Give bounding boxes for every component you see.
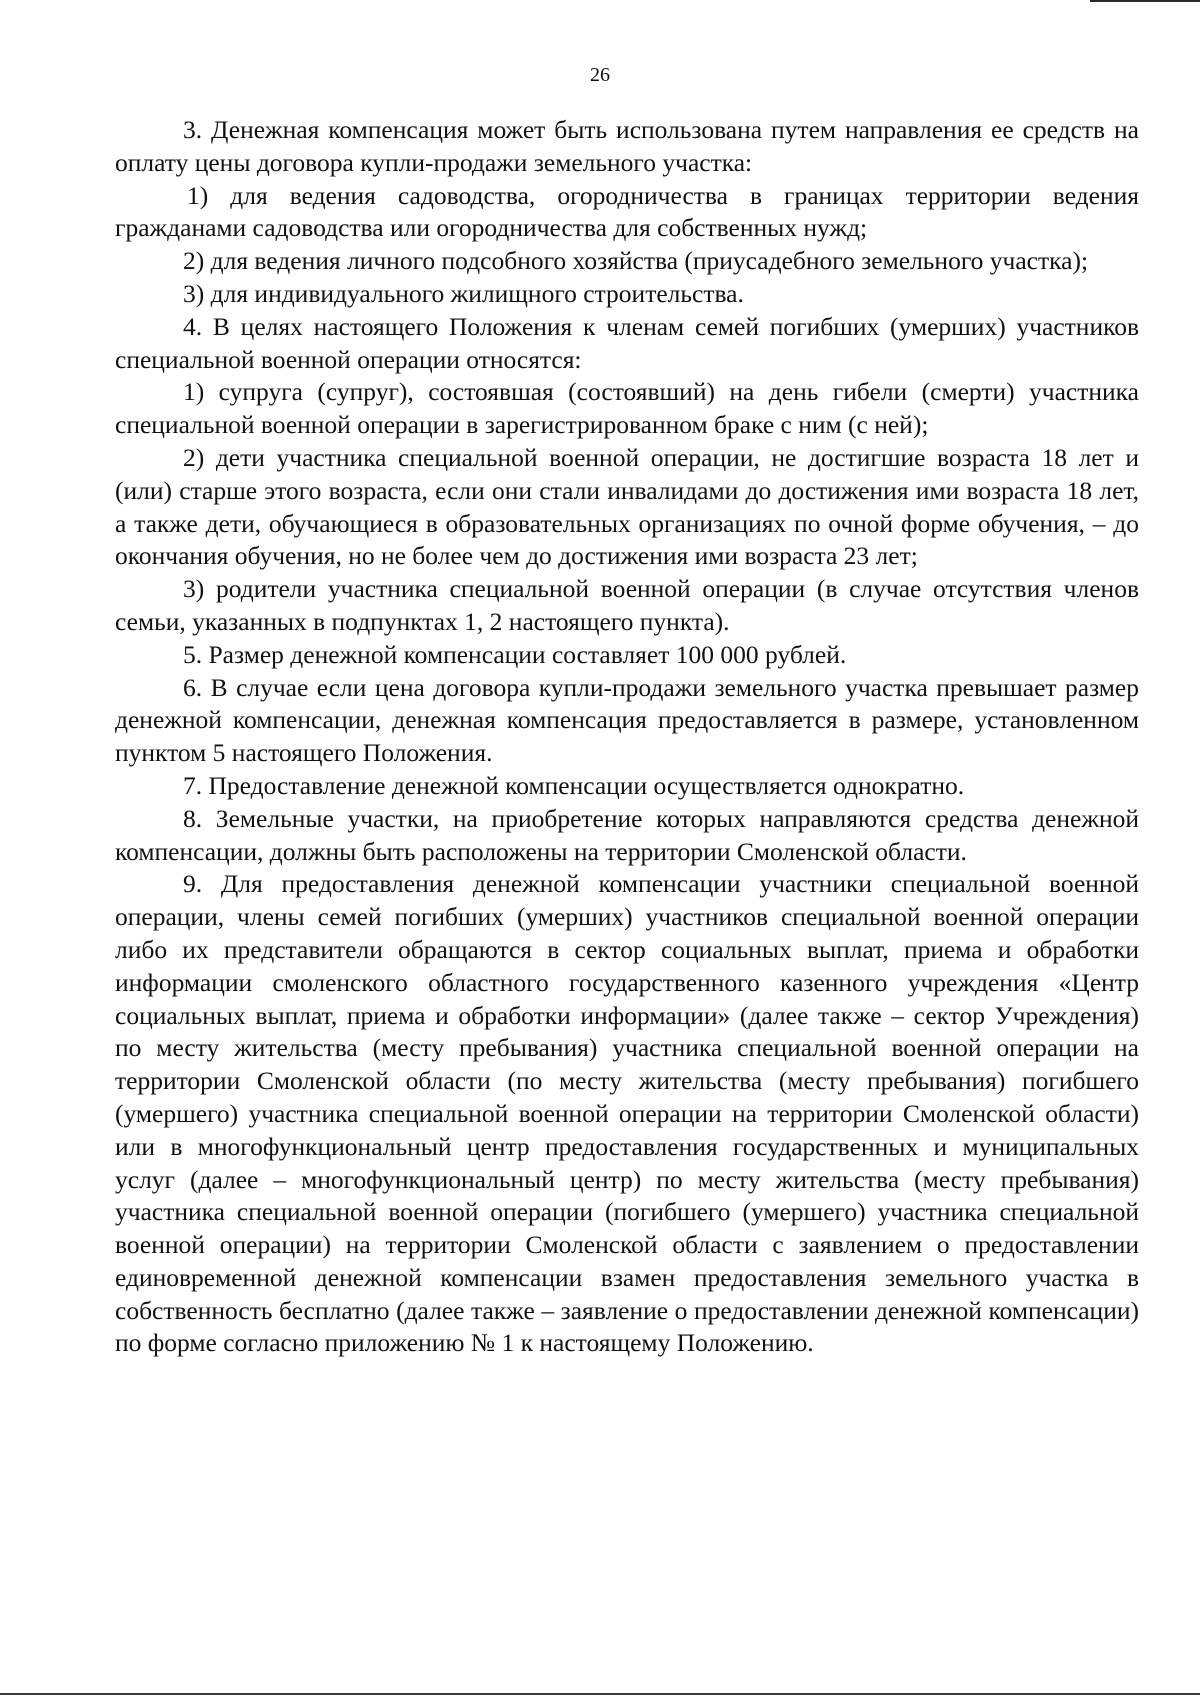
paragraph-7: 7. Предоставление денежной компенсации осуществляется однократно. [183,770,965,800]
subparagraph-4-2: 2) дети участника специальной военной операции, не достигшие возраста 18 лет и (или) старше этого возраста, если они стали инвалидами до достижения ими возраста 18 лет, а также дети, обучающиеся в образовательных организациях по очной форме обучения, – до окончания обучения, но не более чем до достижения ими возраста 23 лет; [115,442,1139,571]
subparagraph-3-3: 3) для индивидуального жилищного строительства. [183,278,744,308]
paragraph-6: 6. В случае если цена договора купли-продажи земельного участка превышает размер денежной компенсации, денежная компенсация предоставляется в размере, установленном пунктом 5 настоящего Положения. [115,672,1139,768]
subparagraph-4-1: 1) супруга (супруг), состоявшая (состоявший) на день гибели (смерти) участника специальной военной операции в зарегистрированном браке с ним (с ней); [115,377,1139,440]
paragraph-8: 8. Земельные участки, на приобретение которых направляются средства денежной компенсации, должны быть расположены на территории Смоленской области. [115,803,1139,866]
paragraph-4: 4. В целях настоящего Положения к членам семей погибших (умерших) участников специальной военной операции относятся: [115,311,1139,374]
paragraph-9: 9. Для предоставления денежной компенсации участники специальной военной операции, члены семей погибших (умерших) участников специальной военной операции либо их представители обращаются в сектор социальных выплат, приема и обработки информации смоленского областного государственного казенного учреждения «Центр социальных выплат, приема и обработки информации» (далее также – сектор Учреждения) по месту жительства (месту пребывания) участника специальной военной операции на территории Смоленской области (по месту жительства (месту пребывания) погибшего (умершего) участника специальной военной операции на территории Смоленской области) или в многофункциональный центр предоставления государственных и муниципальных услуг (далее – многофункциональный центр) по месту жительства (месту пребывания) участника специальной военной операции (погибшего (умершего) участника специальной военной операции) на территории Смоленской области с заявлением о предоставлении единовременной денежной компенсации взамен предоставления земельного участка в собственность бесплатно (далее также – заявление о предоставлении денежной компенсации) по форме согласно приложению № 1 к настоящему Положению. [115,869,1139,1358]
paragraph-5: 5. Размер денежной компенсации составляет 100 000 рублей. [183,639,847,669]
top-edge-rule [1090,0,1200,2]
bottom-edge-rule [0,1693,1200,1695]
paragraph-3: 3. Денежная компенсация может быть использована путем направления ее средств на оплату цены договора купли-продажи земельного участка: [115,115,1139,177]
subparagraph-3-2: 2) для ведения личного подсобного хозяйства (приусадебного земельного участка); [183,246,1089,276]
subparagraph-4-3: 3) родители участника специальной военной операции (в случае отсутствия членов семьи, указанных в подпунктах 1, 2 настоящего пункта). [115,574,1139,636]
subparagraph-3-1: 1) для ведения садоводства, огородничества в границах территории ведения гражданами садоводства или огородничества для собственных нужд; [115,180,1139,243]
page-number: 26 [590,64,610,86]
document-body [115,114,1139,1360]
